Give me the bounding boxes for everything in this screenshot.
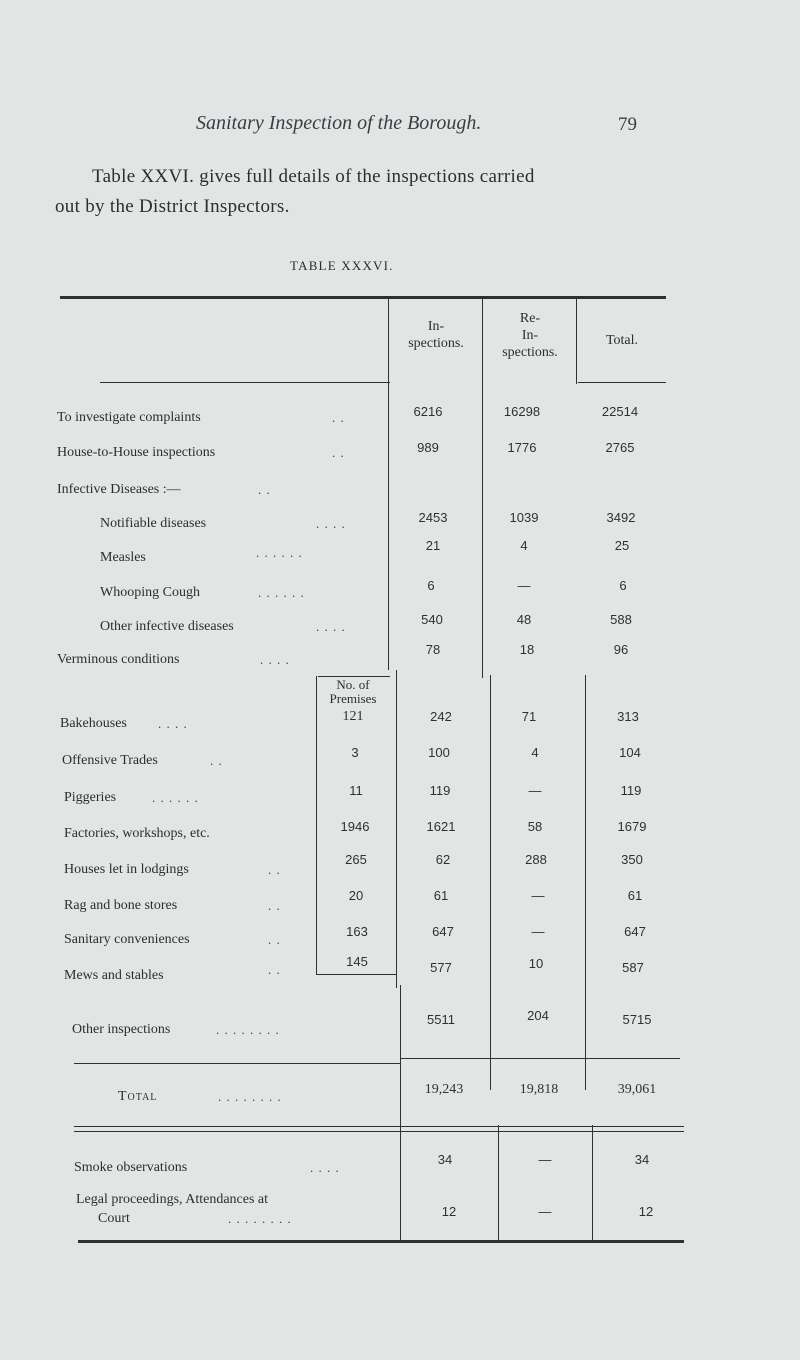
cell-reinspections: 48: [516, 612, 532, 627]
cell-premises: 163: [346, 924, 368, 939]
leader-dots: . .: [332, 410, 345, 425]
cell-total: 104: [619, 745, 641, 760]
cell-reinspections: —: [531, 924, 545, 939]
cell-premises: 121: [342, 709, 364, 724]
cell-reinspections: 71: [521, 709, 537, 724]
column-header-total: Total.: [605, 333, 639, 348]
cell-total: 587: [622, 960, 644, 975]
table-caption: TABLE XXXVI.: [290, 258, 394, 273]
cell-inspections: 989: [417, 440, 439, 455]
cell-inspections: 577: [430, 960, 452, 975]
cell-inspections: 647: [432, 924, 454, 939]
col-rule-3: [576, 298, 577, 384]
cell-total: 34: [634, 1152, 650, 1167]
cell-total: 647: [624, 924, 646, 939]
cell-total: 6: [619, 578, 627, 593]
total-reinspections: 19,818: [519, 1082, 559, 1097]
row-label: House-to-House inspections: [57, 445, 216, 460]
total-bottom-rule-a: [74, 1126, 684, 1127]
row-label: Other infective diseases: [100, 619, 234, 634]
col-rule-3b: [585, 675, 586, 1090]
row-label: Mews and stables: [64, 968, 164, 983]
cell-inspections: 12: [441, 1204, 457, 1219]
cell-premises: 20: [348, 888, 364, 903]
column-header-reinspections: Re- In- spections.: [502, 311, 558, 360]
row-label: Offensive Trades: [62, 753, 158, 768]
page-number: 79: [618, 114, 637, 135]
col-rule-3c: [592, 1125, 593, 1240]
row-label: Whooping Cough: [100, 585, 200, 600]
cell-inspections: 61: [433, 888, 449, 903]
col-rule-2b: [490, 675, 491, 1090]
col-rule-2c: [498, 1125, 499, 1240]
cell-reinspections: —: [538, 1204, 552, 1219]
row-label: Measles: [100, 550, 146, 565]
cell-inspections: 242: [430, 709, 452, 724]
cell-inspections: 6216: [413, 404, 443, 419]
premises-box-bottom: [316, 974, 396, 975]
header-bottom-rule-2: [578, 382, 666, 383]
header-bottom-rule: [100, 382, 390, 383]
cell-premises: 1946: [340, 819, 370, 834]
row-label: Verminous conditions: [57, 652, 180, 667]
cell-inspections: 1621: [426, 819, 456, 834]
cell-reinspections: 1039: [509, 510, 539, 525]
leader-dots: . . . . . .: [152, 790, 199, 805]
cell-inspections: 100: [428, 745, 450, 760]
cell-reinspections: 1776: [507, 440, 537, 455]
cell-total: 5715: [622, 1012, 652, 1027]
leader-dots: . . . . . .: [258, 585, 305, 600]
premises-header: No. of Premises: [329, 677, 377, 706]
leader-dots: . .: [268, 898, 281, 913]
row-label: Bakehouses: [60, 716, 127, 731]
total-total: 39,061: [617, 1082, 657, 1097]
cell-total: 22514: [601, 404, 639, 419]
cell-reinspections: 10: [528, 956, 544, 971]
cell-reinspections: 4: [531, 745, 539, 760]
row-label: Infective Diseases :—: [57, 482, 181, 497]
table-bottom-rule: [78, 1240, 684, 1243]
cell-total: 61: [627, 888, 643, 903]
cell-reinspections: 16298: [503, 404, 541, 419]
cell-premises: 11: [349, 783, 363, 798]
cell-inspections: 2453: [418, 510, 448, 525]
cell-total: 350: [621, 852, 643, 867]
leader-dots: . . . . . . . .: [228, 1211, 292, 1226]
total-top-rule: [74, 1063, 400, 1064]
leader-dots: . .: [258, 482, 271, 497]
leader-dots: . .: [210, 753, 223, 768]
cell-reinspections: 18: [519, 642, 535, 657]
total-row-label: Total: [118, 1089, 158, 1104]
row-label: Other inspections: [72, 1022, 171, 1037]
cell-inspections: 78: [425, 642, 441, 657]
cell-total: 96: [613, 642, 629, 657]
leader-dots: . . . . . .: [256, 545, 303, 560]
row-label: Rag and bone stores: [64, 898, 178, 913]
cell-total: 1679: [617, 819, 647, 834]
row-label: Sanitary conveniences: [64, 932, 190, 947]
cell-premises: 3: [351, 745, 359, 760]
leader-dots: . . . .: [316, 516, 346, 531]
cell-total: 2765: [605, 440, 635, 455]
row-label: Houses let in lodgings: [64, 862, 189, 877]
cell-inspections: 34: [437, 1152, 453, 1167]
leader-dots: . . . .: [316, 619, 346, 634]
cell-reinspections: 4: [520, 538, 528, 553]
leader-dots: . .: [268, 962, 281, 977]
leader-dots: . . . . . . . .: [216, 1022, 280, 1037]
total-bottom-rule-b: [74, 1131, 684, 1132]
row-label: Piggeries: [64, 790, 117, 805]
leader-dots: . . . . . . . .: [218, 1089, 282, 1104]
row-label: To investigate complaints: [57, 410, 201, 425]
cell-reinspections: —: [538, 1152, 552, 1167]
running-header-title: Sanitary Inspection of the Borough.: [196, 112, 482, 134]
total-top-rule-2: [400, 1058, 680, 1059]
cell-reinspections: 58: [527, 819, 543, 834]
leader-dots: . .: [332, 445, 345, 460]
cell-inspections: 119: [429, 783, 451, 798]
row-label: Notifiable diseases: [100, 516, 207, 531]
cell-reinspections: 204: [527, 1008, 549, 1023]
cell-premises: 265: [345, 852, 367, 867]
cell-reinspections: —: [528, 783, 542, 798]
cell-total: 588: [610, 612, 632, 627]
cell-inspections: 6: [427, 578, 435, 593]
row-label-line-2: Court: [98, 1211, 130, 1226]
column-header-inspections: In- spections.: [408, 319, 464, 351]
cell-inspections: 540: [421, 612, 443, 627]
total-inspections: 19,243: [424, 1082, 464, 1097]
cell-reinspections: 288: [525, 852, 547, 867]
cell-total: 12: [638, 1204, 654, 1219]
leader-dots: . . . .: [158, 716, 188, 731]
intro-text-line-2: out by the District Inspectors.: [55, 196, 290, 217]
cell-total: 313: [617, 709, 639, 724]
cell-total: 25: [614, 538, 630, 553]
cell-inspections: 5511: [427, 1012, 455, 1027]
leader-dots: . . . .: [260, 652, 290, 667]
cell-reinspections: —: [517, 578, 531, 593]
cell-inspections: 21: [425, 538, 441, 553]
row-label: Smoke observations: [74, 1160, 188, 1175]
row-label: Factories, workshops, etc.: [64, 826, 210, 841]
cell-inspections: 62: [435, 852, 451, 867]
leader-dots: . .: [268, 862, 281, 877]
cell-total: 3492: [606, 510, 636, 525]
cell-reinspections: —: [531, 888, 545, 903]
cell-premises: 145: [346, 954, 368, 969]
leader-dots: . . . .: [310, 1160, 340, 1175]
cell-total: 119: [620, 783, 642, 798]
intro-text-line-1: Table XXVI. gives full details of the inspections carried: [92, 166, 535, 187]
leader-dots: . .: [268, 932, 281, 947]
row-label-line-1: Legal proceedings, Attendances at: [76, 1192, 269, 1207]
